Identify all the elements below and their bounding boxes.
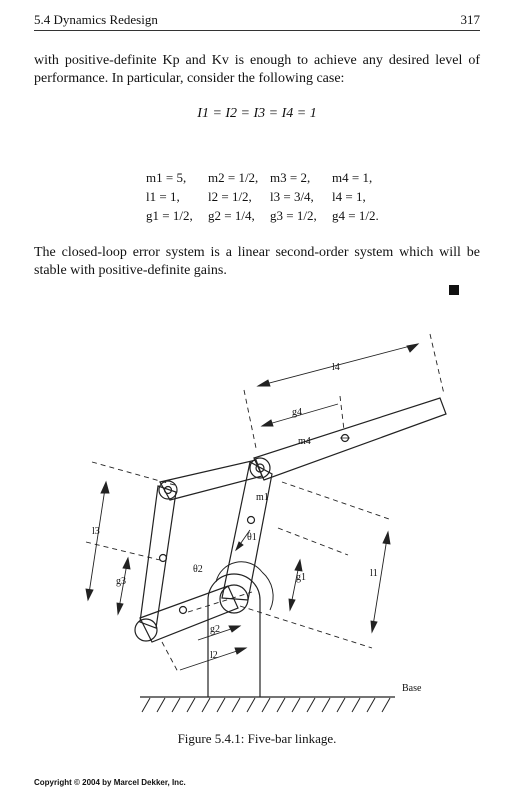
label-l4: l4 [332,362,340,373]
com-row [146,206,394,225]
param-g1: g1 = 1/2, [146,208,193,223]
label-g4: g4 [292,407,302,418]
label-m1: m1 [256,492,269,503]
param-m4: m4 = 1, [332,170,373,185]
five-bar-linkage-figure [0,310,514,730]
label-l3: l3 [92,526,100,537]
copyright-notice: Copyright © 2004 by Marcel Dekker, Inc. [34,778,186,787]
ground-hatching [142,698,390,712]
length-row [146,187,394,206]
end-of-proof-mark [449,285,459,295]
page-number: 317 [460,12,480,27]
pedestal [208,574,260,697]
link1-com [248,517,255,524]
link2-com [180,607,187,614]
link3-com [160,555,167,562]
label-g1: g1 [296,572,306,583]
inertia-equation: I1 = I2 = I3 = I4 = 1 [197,106,317,121]
label-theta1: θ1 [247,532,257,543]
running-header [34,10,480,31]
closing-paragraph: The closed-loop error system is a linear second-order system which will be stable with positive-definite gains. [34,245,480,278]
label-m4: m4 [298,436,311,447]
param-g2: g2 = 1/4, [208,208,255,223]
intro-paragraph: with positive-definite Kp and Kv is enough to achieve any desired level of performance. In particular, consider the following case: [34,53,480,86]
param-l4: l4 = 1, [332,189,366,204]
label-g3: g3 [116,576,126,587]
link-1 [222,462,272,600]
param-g4: g4 = 1/2. [332,208,379,223]
mass-row [146,168,394,187]
label-l1: l1 [370,568,378,579]
link-4 [254,398,446,480]
figure-caption: Figure 5.4.1: Five-bar linkage. [177,731,337,746]
param-m2: m2 = 1/2, [208,170,259,185]
base-arc [262,572,273,610]
parameter-table [146,168,394,225]
label-l2: l2 [210,650,218,661]
label-theta2: θ2 [193,564,203,575]
section-title: 5.4 Dynamics Redesign [34,12,158,27]
param-l3: l3 = 3/4, [270,189,314,204]
label-base: Base [402,683,422,694]
param-m3: m3 = 2, [270,170,311,185]
param-l1: l1 = 1, [146,189,180,204]
param-l2: l2 = 1/2, [208,189,252,204]
param-g3: g3 = 1/2, [270,208,317,223]
param-m1: m1 = 5, [146,170,187,185]
dimension-arrows [86,344,418,670]
label-g2: g2 [210,624,220,635]
